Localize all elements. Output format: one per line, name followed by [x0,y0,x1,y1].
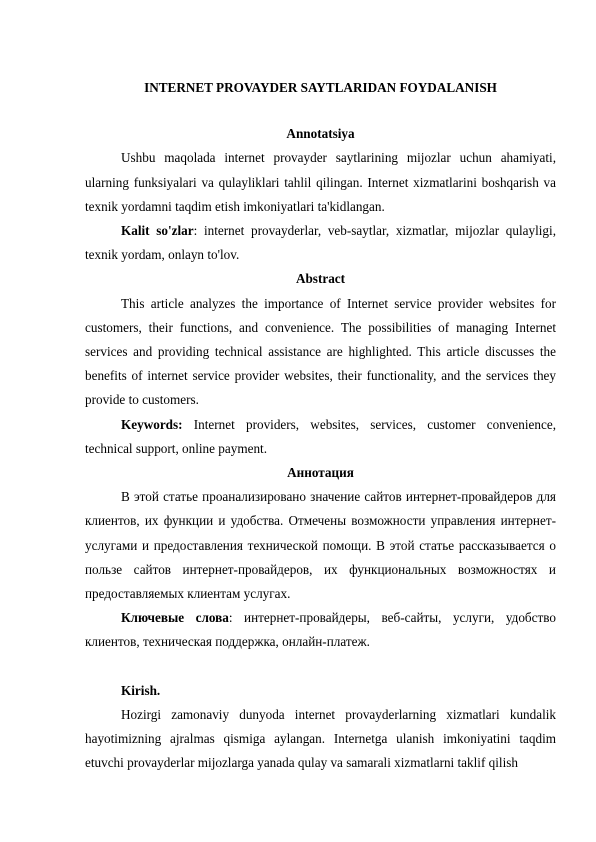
en-abstract-heading: Abstract [295,271,346,287]
uz-abstract-body: Ushbu maqolada internet provayder saytlarining mijozlar uchun ahamiyati, ularning funksiyalari va qulayliklari tahlil qilingan. Internet xizmatlarini boshqarish va texnik yordamni taqdim etish imkoniyatlari ta'kidlangan. [85,150,556,214]
en-abstract-body: This article analyzes the importance of Internet service provider websites for customers, their functions, and convenience. The possibilities of managing Internet services and providing technical assistance are highlighted. This article discusses the benefits of internet service provider websites, their functionality, and the services they provide to customers. [85,295,556,408]
intro-heading: Kirish. [121,682,161,698]
ru-keywords-label: Ключевые слова [121,610,229,626]
en-keywords-label: Keywords: [121,416,183,432]
intro-body: Hozirgi zamonaviy dunyoda internet provayderlarning xizmatlari kundalik hayotimizning ajralmas qismiga aylangan. Internetga ulanish imkoniyatini taqdim etuvchi provayderlar mijozlarga yanada qulay va samarali xizmatlarni taklif qilish [85,706,556,771]
ru-keywords-text: : интернет-провайдеры, веб-сайты, услуги, удобство клиентов, техническая поддержка, онлайн-платеж. [85,610,556,650]
ru-keywords [85,606,556,654]
uz-keywords [85,219,556,267]
ru-abstract-body: В этой статье проанализировано значение сайтов интернет-провайдеров для клиентов, их функции и удобства. Отмечены возможности управления интернет-услугами и предоставления технической помощи. В этой статье рассказывается о пользе сайтов интернет-провайдеров, их функциональных возможностях и предоставляемых клиентам услугах. [85,489,556,602]
en-keywords [85,413,556,461]
ru-abstract-heading: Аннотация [287,465,354,481]
uz-keywords-text: : internet provayderlar, veb-saytlar, xizmatlar, mijozlar qulayligi, texnik yordam, onlayn to'lov. [85,223,556,263]
uz-abstract-heading: Annotatsiya [286,126,355,142]
uz-keywords-label: Kalit so'zlar [121,223,194,239]
paper-page [85,72,556,775]
paper-title: INTERNET PROVAYDER SAYTLARIDAN FOYDALANISH [144,80,497,95]
en-keywords-text: Internet providers, websites, services, customer convenience, technical support, online payment. [85,416,556,456]
